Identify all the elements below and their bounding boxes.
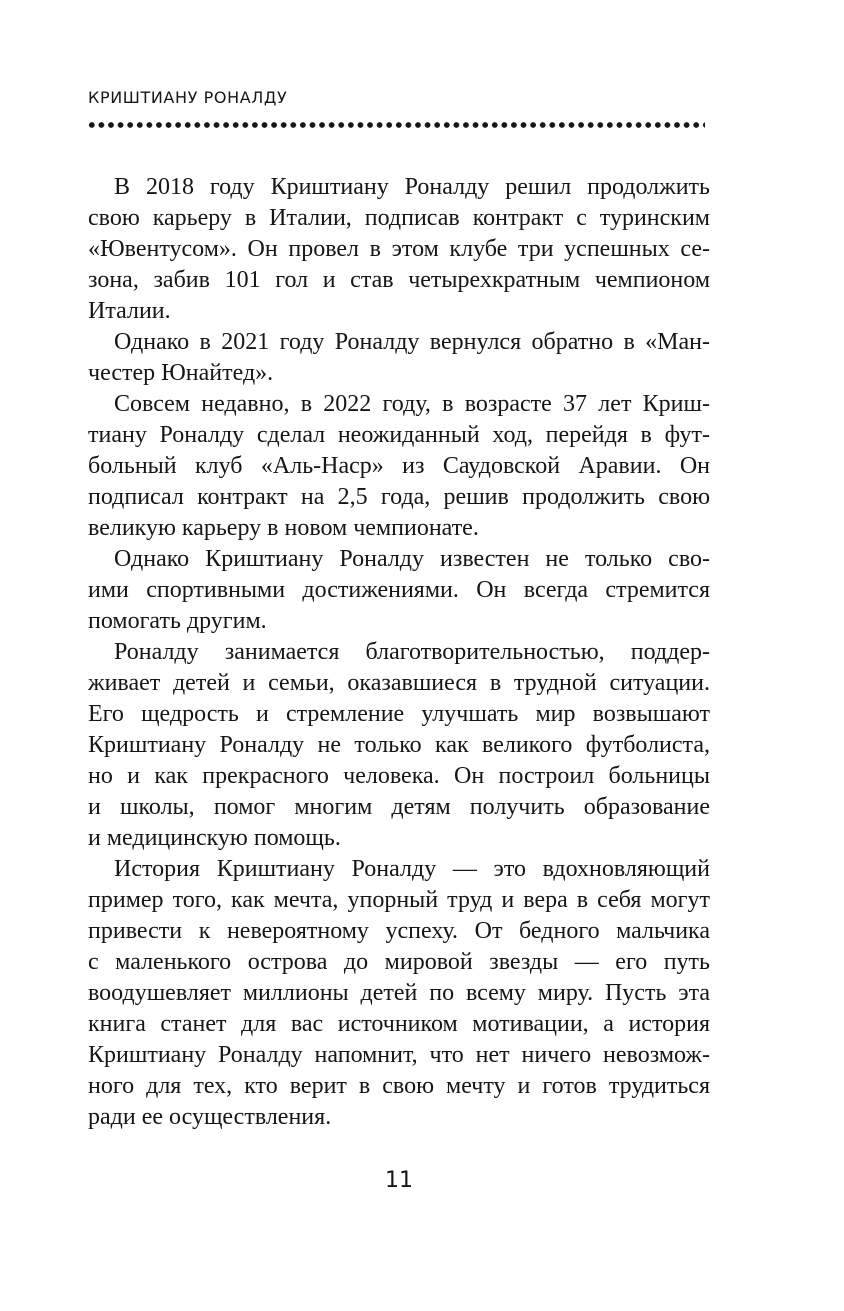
text-line: но и как прекрасного человека. Он построил больницы xyxy=(88,763,710,789)
text-line: честер Юнайтед». xyxy=(88,360,274,386)
text-line: В 2018 году Криштиану Роналду решил продолжить xyxy=(114,174,710,200)
paragraph xyxy=(88,327,710,389)
text-line: Криштиану Роналду напомнит, что нет ничего невозмож- xyxy=(88,1042,710,1068)
text-line: воодушевляет миллионы детей по всему миру. Пусть эта xyxy=(88,980,710,1006)
page-number: 11 xyxy=(385,1168,413,1193)
text-line: Роналду занимается благотворительностью, поддер- xyxy=(114,639,710,665)
paragraph xyxy=(88,389,710,544)
text-line: ного для тех, кто верит в свою мечту и готов трудиться xyxy=(88,1073,710,1099)
paragraph xyxy=(88,544,710,637)
text-line: «Ювентусом». Он провел в этом клубе три успешных се- xyxy=(88,236,710,262)
text-line: с маленького острова до мировой звезды — его путь xyxy=(88,949,710,975)
text-line: и школы, помог многим детям получить образование xyxy=(88,794,710,820)
text-line: привести к невероятному успеху. От бедного мальчика xyxy=(88,918,710,944)
paragraph xyxy=(88,637,710,854)
text-line: тиану Роналду сделал неожиданный ход, перейдя в фут- xyxy=(88,422,710,448)
body-text xyxy=(88,172,710,1133)
text-line: Криштиану Роналду не только как великого футболиста, xyxy=(88,732,710,758)
text-line: книга станет для вас источником мотивации, а история xyxy=(88,1011,710,1037)
text-line: История Криштиану Роналду — это вдохновляющий xyxy=(114,856,710,882)
text-line: ради ее осуществления. xyxy=(88,1104,332,1130)
text-line: Италии. xyxy=(88,298,171,324)
text-line: великую карьеру в новом чемпионате. xyxy=(88,515,479,541)
text-line: Совсем недавно, в 2022 году, в возрасте 37 лет Криш- xyxy=(114,391,710,417)
text-line: помогать другим. xyxy=(88,608,267,634)
text-line: живает детей и семьи, оказавшиеся в трудной ситуации. xyxy=(88,670,710,696)
text-line: ими спортивными достижениями. Он всегда стремится xyxy=(88,577,710,603)
text-line: подписал контракт на 2,5 года, решив продолжить свою xyxy=(88,484,710,510)
text-line: Однако Криштиану Роналду известен не только сво- xyxy=(114,546,710,572)
paragraph xyxy=(88,854,710,1133)
text-line: свою карьеру в Италии, подписав контракт с туринским xyxy=(88,205,710,231)
text-line: Его щедрость и стремление улучшать мир возвышают xyxy=(88,701,710,727)
running-header: КРИШТИАНУ РОНАЛДУ xyxy=(88,88,288,107)
text-line: больный клуб «Аль-Наср» из Саудовской Аравии. Он xyxy=(88,453,710,479)
text-line: и медицинскую помощь. xyxy=(88,825,341,851)
text-line: зона, забив 101 гол и став четырехкратным чемпионом xyxy=(88,267,710,293)
dotted-divider xyxy=(87,122,705,128)
paragraph xyxy=(88,172,710,327)
text-line: пример того, как мечта, упорный труд и вера в себя могут xyxy=(88,887,710,913)
text-line: Однако в 2021 году Роналду вернулся обратно в «Ман- xyxy=(114,329,710,355)
